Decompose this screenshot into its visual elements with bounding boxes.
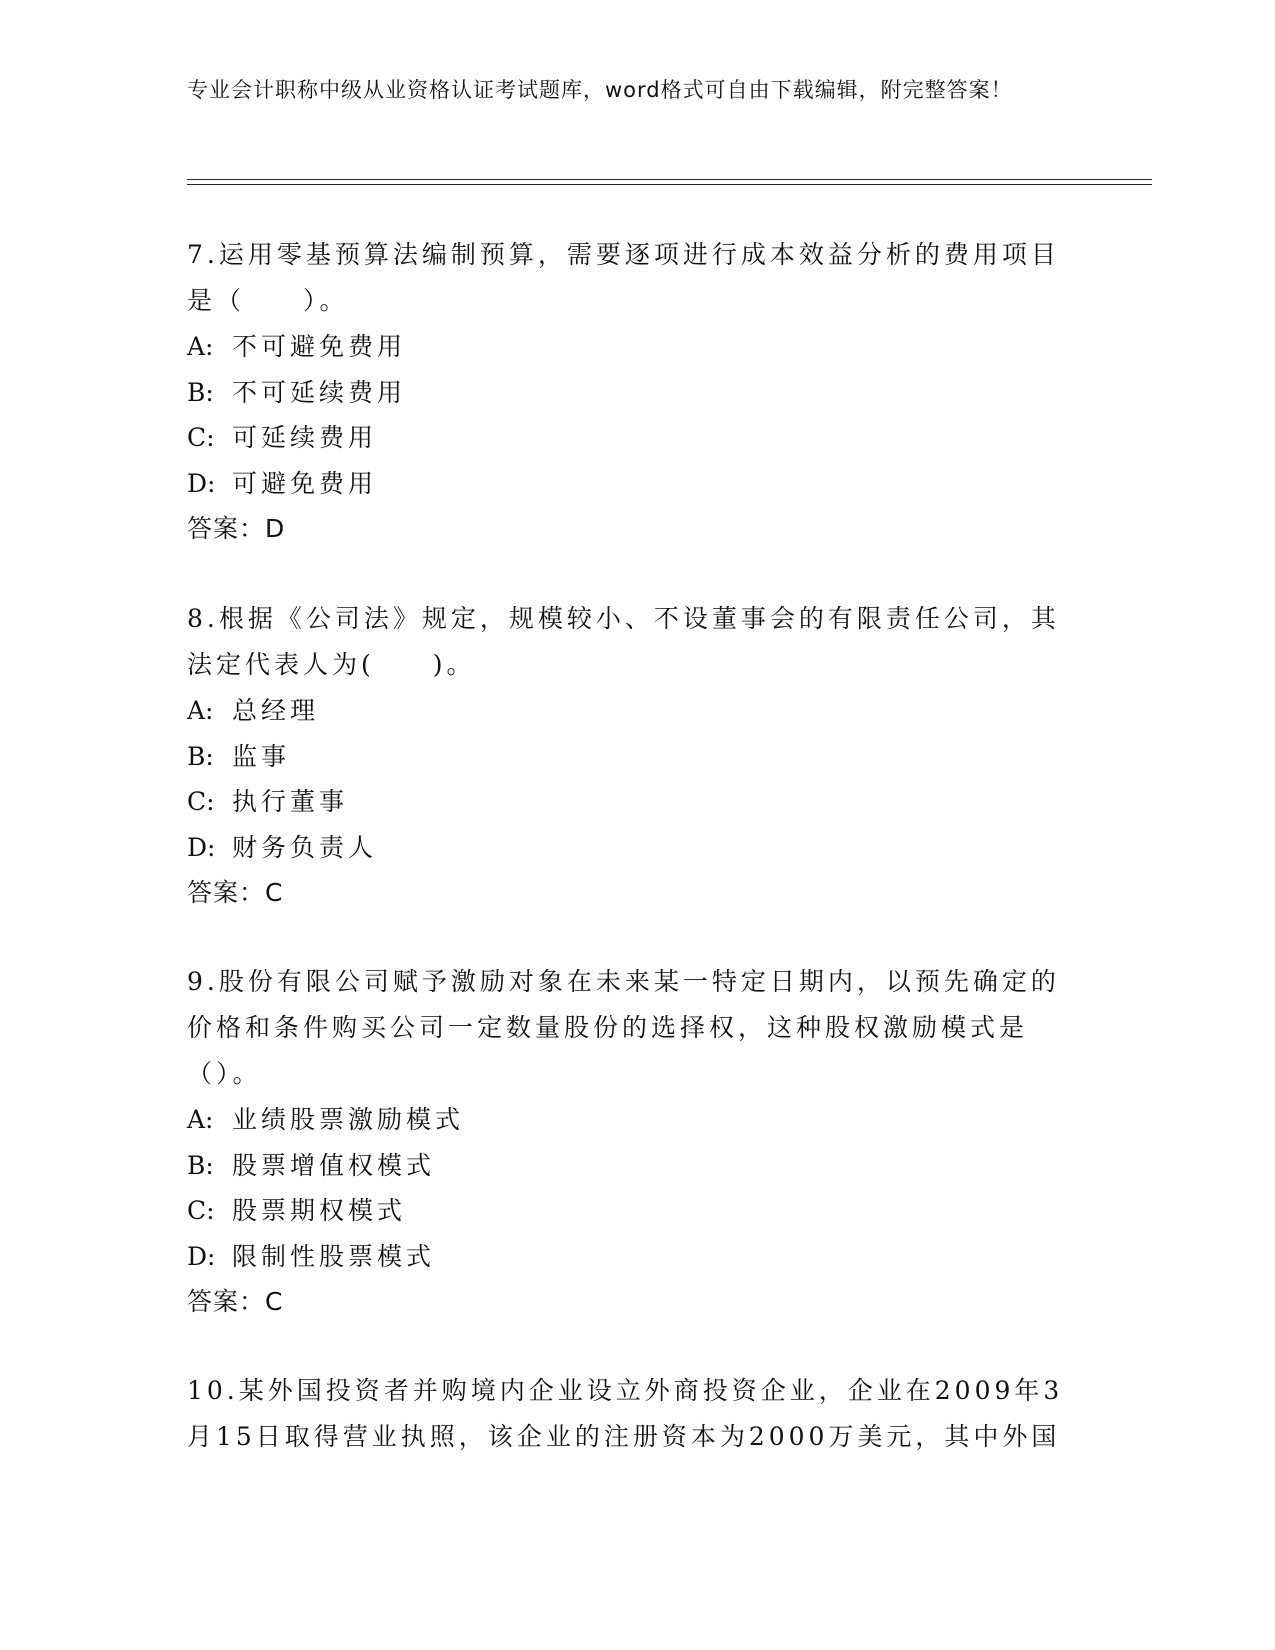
option-text: 财务负责人 (232, 832, 378, 862)
option-text: 不可延续费用 (232, 377, 407, 407)
option-d (187, 461, 1067, 507)
header-divider-bottom (187, 184, 1152, 185)
option-letter: D: (187, 1241, 216, 1271)
option-letter: A: (187, 332, 214, 361)
document-header: 专业会计职称中级从业资格认证考试题库，word格式可自由下载编辑，附完整答案！ (187, 78, 1013, 102)
option-c (187, 779, 1067, 825)
answer: 答案：C (187, 1287, 284, 1316)
option-letter: C: (187, 423, 215, 452)
option-letter: B: (187, 741, 214, 771)
option-a (187, 1097, 1067, 1143)
option-letter: A: (187, 696, 214, 725)
option-c (187, 415, 1067, 461)
option-text: 业绩股票激励模式 (232, 1105, 465, 1134)
answer: 答案：C (187, 878, 284, 907)
option-b (187, 1143, 1067, 1189)
option-b (187, 370, 1067, 416)
option-d (187, 1234, 1067, 1280)
option-letter: B: (187, 1150, 214, 1180)
option-letter: C: (187, 787, 215, 816)
option-text: 股票期权模式 (232, 1196, 407, 1225)
question-9 (187, 959, 1067, 1325)
question-stem: 8.根据《公司法》规定，规模较小、不设董事会的有限责任公司，其法定代表人为( )。 (187, 604, 1060, 679)
question-stem: 9.股份有限公司赋予激励对象在未来某一特定日期内，以预先确定的价格和条件购买公司一定数量股份的选择权，这种股权激励模式是（）。 (187, 967, 1060, 1088)
question-7 (187, 232, 1067, 552)
option-text: 不可避免费用 (232, 332, 407, 361)
question-10 (187, 1368, 1067, 1460)
option-text: 总经理 (232, 696, 320, 725)
option-b (187, 734, 1067, 780)
option-letter: D: (187, 468, 216, 498)
option-letter: D: (187, 832, 216, 862)
question-stem: 7.运用零基预算法编制预算，需要逐项进行成本效益分析的费用项目是（ ）。 (187, 240, 1060, 315)
option-a (187, 688, 1067, 734)
question-8 (187, 596, 1067, 916)
option-text: 可避免费用 (232, 468, 378, 498)
answer: 答案：D (187, 514, 286, 543)
option-text: 监事 (232, 741, 291, 771)
option-text: 执行董事 (232, 787, 349, 816)
option-text: 限制性股票模式 (232, 1241, 436, 1271)
option-c (187, 1188, 1067, 1234)
option-text: 股票增值权模式 (232, 1150, 436, 1180)
option-text: 可延续费用 (232, 423, 378, 452)
question-stem: 10.某外国投资者并购境内企业设立外商投资企业，企业在2009年3月15日取得营业执照，该企业的注册资本为2000万美元，其中外国 (187, 1376, 1064, 1451)
option-d (187, 825, 1067, 871)
option-letter: A: (187, 1105, 214, 1134)
header-divider-top (187, 179, 1152, 180)
option-letter: C: (187, 1196, 215, 1225)
option-letter: B: (187, 377, 214, 407)
option-a (187, 324, 1067, 370)
